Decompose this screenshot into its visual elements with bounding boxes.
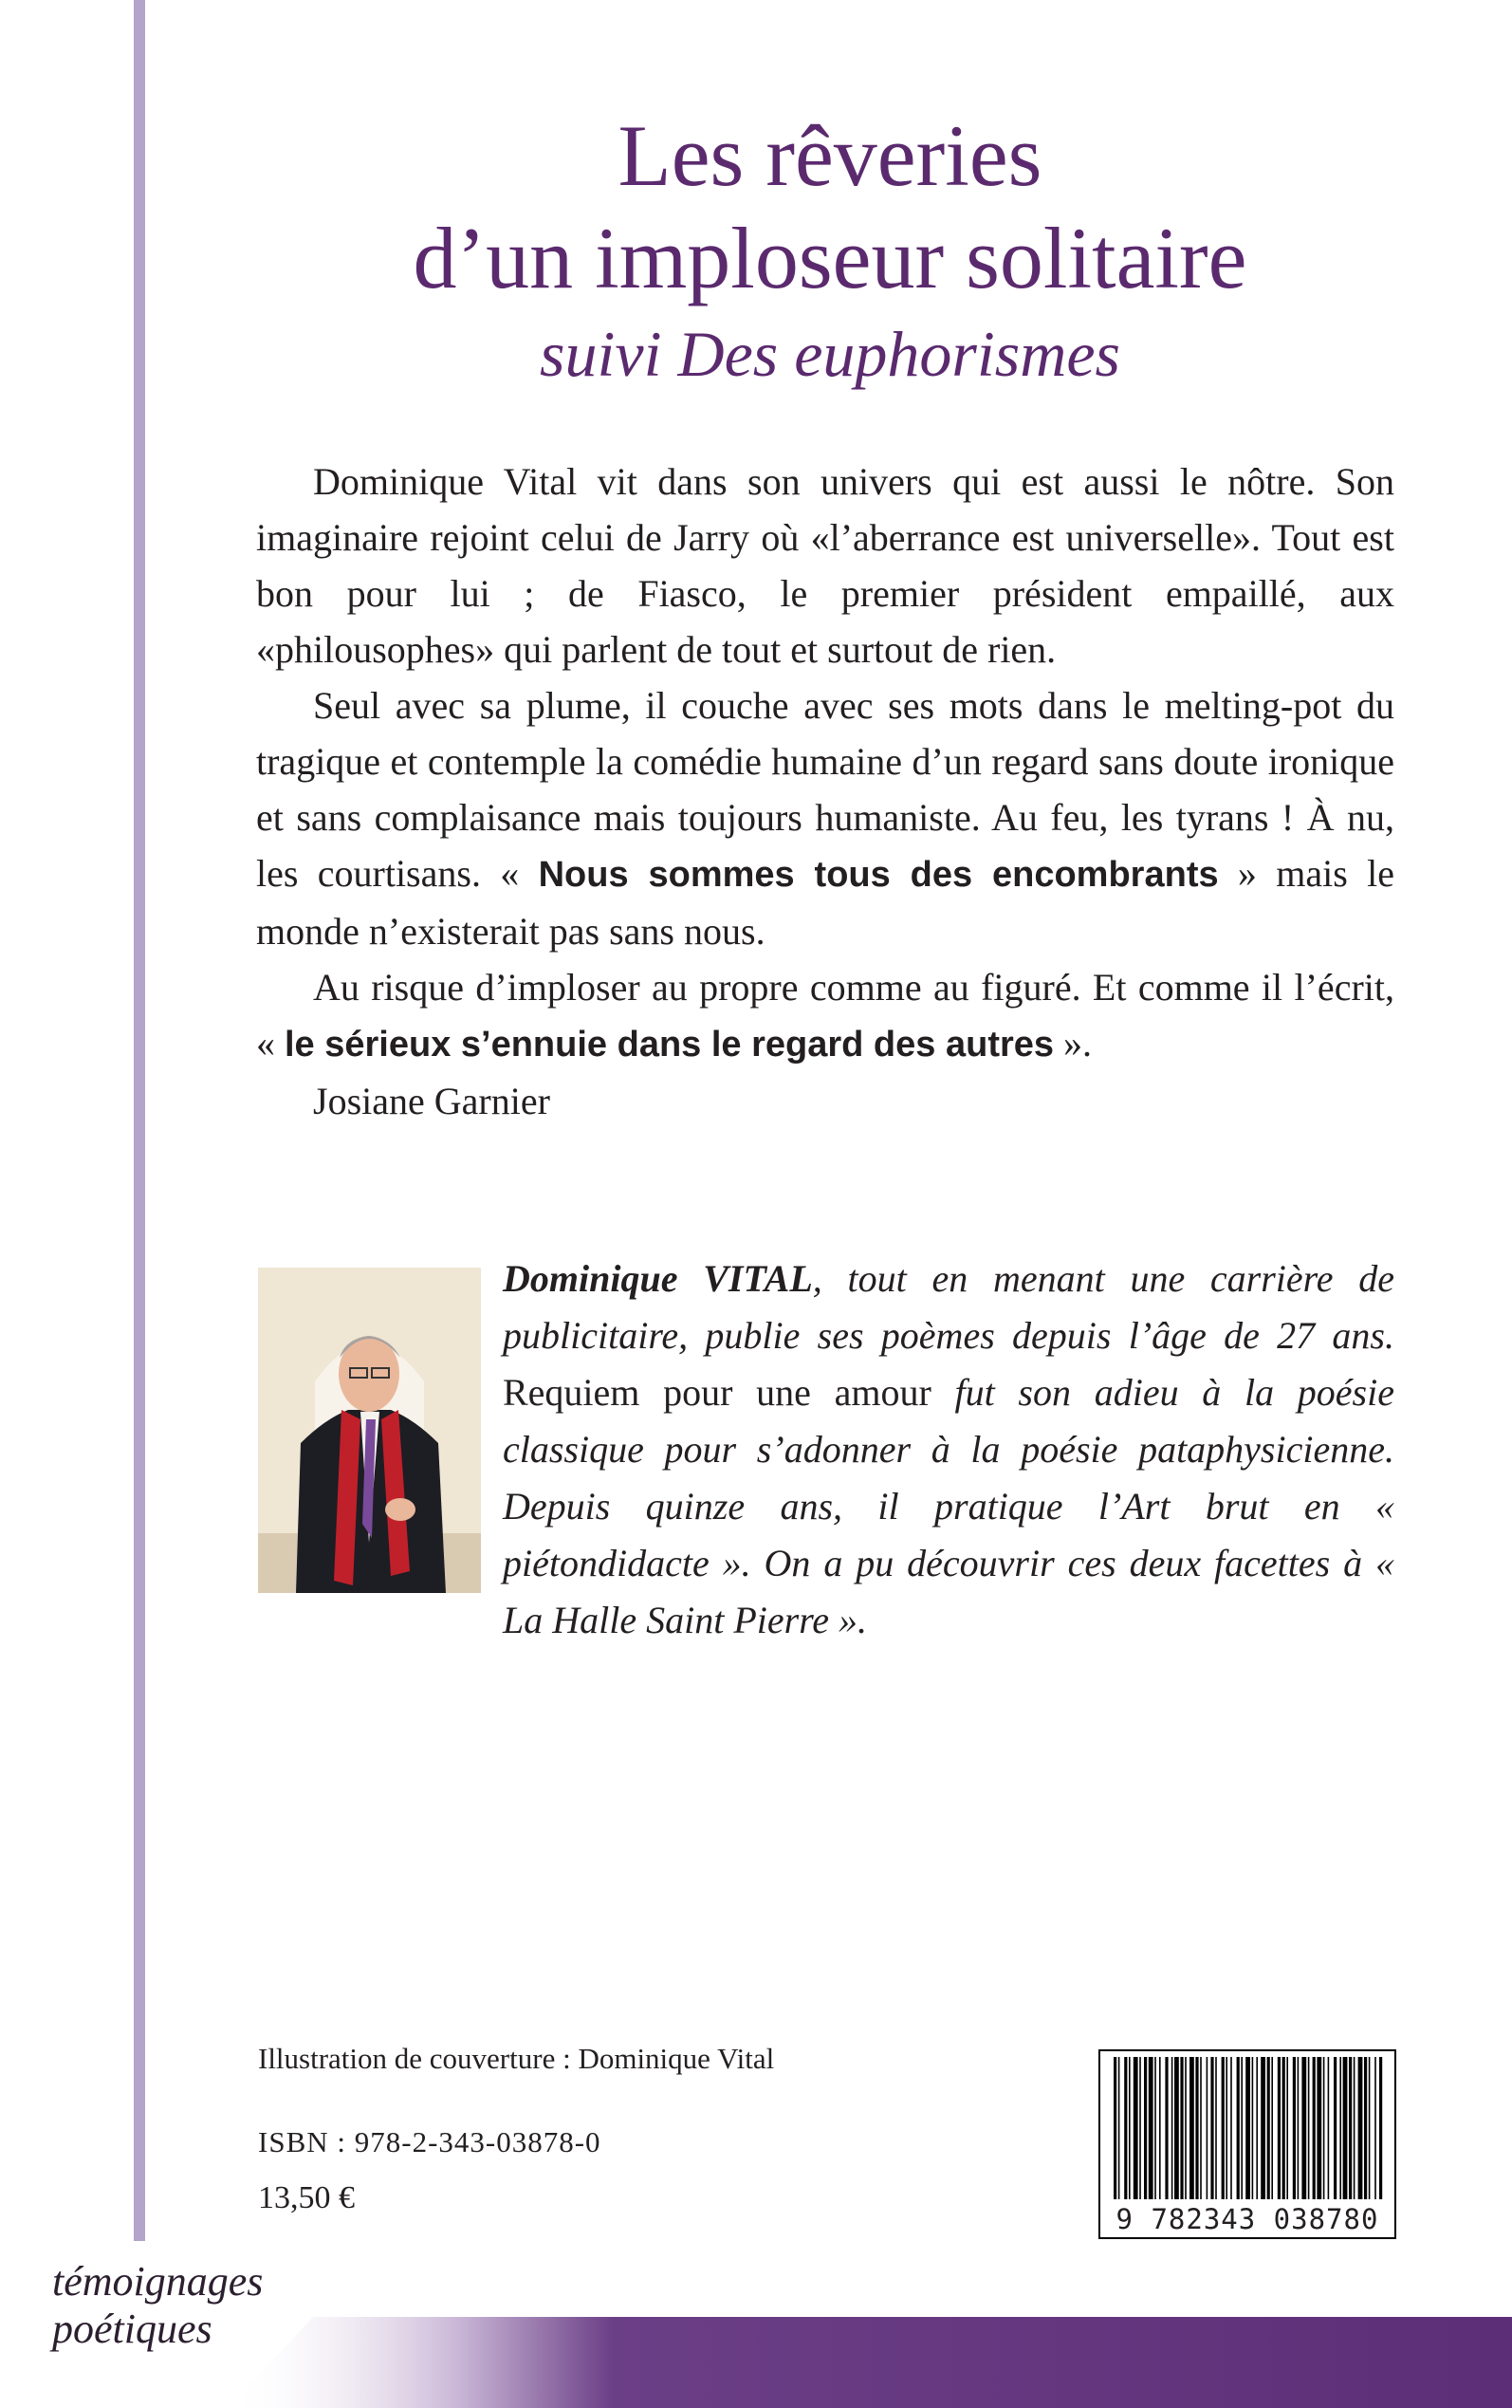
author-bio-text	[503, 1250, 1394, 1649]
book-title-line-1: Les rêveries	[618, 107, 1042, 204]
book-title-line-2: d’un imploseur solitaire	[413, 210, 1247, 306]
barcode-bar	[1144, 2057, 1147, 2199]
barcode-bar	[1171, 2057, 1173, 2199]
barcode-bar	[1207, 2057, 1208, 2199]
barcode-bar	[1139, 2057, 1141, 2199]
barcode-bar	[1237, 2057, 1240, 2199]
barcode-bar	[1278, 2057, 1281, 2199]
barcode-bar	[1241, 2057, 1243, 2199]
barcode-bar	[1180, 2057, 1183, 2199]
blurb-p3-text-b: ».	[1054, 1022, 1093, 1065]
blurb-signature: Josiane Garnier	[313, 1080, 550, 1122]
barcode-bar	[1349, 2057, 1352, 2199]
barcode-bar	[1230, 2057, 1232, 2199]
barcode-bar	[1339, 2057, 1341, 2199]
barcode-bar	[1154, 2057, 1156, 2199]
barcode-bar	[1159, 2057, 1161, 2199]
blurb-p3-text-a: Au risque d’imploser au propre comme au figuré. Et comme il l’écrit, «	[256, 966, 1394, 1065]
author-bio-part-1: , tout en menant une carrière de publicitaire, publie ses poèmes depuis l’âge de 27 ans.	[503, 1257, 1394, 1357]
isbn-number: ISBN : 978-2-343-03878-0	[258, 2125, 601, 2158]
book-subtitle: suivi Des euphorismes	[540, 318, 1120, 390]
blurb-p2-text-b: » mais le monde n’existerait pas sans nous.	[256, 852, 1394, 953]
title-block	[285, 104, 1375, 395]
barcode-bars	[1100, 2051, 1394, 2203]
barcode-bar	[1267, 2057, 1270, 2199]
collection-name-line-2: poétiques	[52, 2306, 212, 2352]
barcode-bar	[1271, 2057, 1273, 2199]
barcode-bar	[1374, 2057, 1376, 2199]
isbn-barcode	[1098, 2049, 1396, 2239]
author-photo	[258, 1268, 481, 1593]
barcode-bar	[1261, 2057, 1265, 2199]
barcode-bar	[1195, 2057, 1198, 2199]
barcode-bar	[1149, 2057, 1153, 2199]
barcode-bar	[1328, 2057, 1330, 2199]
barcode-bar	[1165, 2057, 1168, 2199]
author-bio	[503, 1250, 1394, 1649]
price-label: 13,50 €	[258, 2180, 355, 2215]
barcode-bar	[1313, 2057, 1316, 2199]
blurb-p3-quote: le sérieux s’ennuie dans le regard des autres	[285, 1025, 1055, 1065]
blurb-p2-text-a: Seul avec sa plume, il couche avec ses mots dans le melting-pot du tragique et contemple la comédie humaine d’un regard sans doute ironique et sans complaisance mais toujours humaniste. Au feu, les tyrans ! À nu, les courtisans. «	[256, 684, 1394, 895]
barcode-bar	[1124, 2057, 1127, 2199]
blurb-paragraph-2	[256, 677, 1394, 959]
barcode-bar	[1301, 2057, 1306, 2199]
barcode-digits: 9 782343 038780	[1116, 2203, 1379, 2235]
barcode-bar	[1379, 2057, 1382, 2199]
author-book-title: Requiem pour une amour	[503, 1371, 931, 1414]
left-color-rule	[134, 0, 145, 2241]
barcode-bar	[1189, 2057, 1194, 2199]
barcode-bar	[1358, 2057, 1363, 2199]
collection-logo	[52, 2258, 263, 2353]
barcode-bar	[1118, 2057, 1120, 2199]
author-name: Dominique VITAL	[503, 1257, 813, 1300]
barcode-bar	[1134, 2057, 1138, 2199]
collection-name-line-1: témoignages	[52, 2258, 264, 2305]
barcode-bar	[1282, 2057, 1285, 2199]
barcode-bar	[1334, 2057, 1337, 2199]
blurb-paragraph-3	[256, 959, 1394, 1073]
barcode-bar	[1256, 2057, 1258, 2199]
back-cover-blurb	[256, 454, 1394, 1129]
barcode-bar	[1252, 2057, 1254, 2199]
blurb-paragraph-1: Dominique Vital vit dans son univers qui est aussi le nôtre. Son imaginaire rejoint celui de Jarry où «l’aberrance est universelle». Tout est bon pour lui ; de Fiasco, le premier président empaillé, aux «philousophes» qui parlent de tout et surtout de rien.	[256, 460, 1394, 671]
barcode-bar	[1185, 2057, 1187, 2199]
barcode-bar	[1200, 2057, 1202, 2199]
barcode-bar	[1129, 2057, 1131, 2199]
barcode-bar	[1364, 2057, 1367, 2199]
barcode-bar	[1308, 2057, 1310, 2199]
barcode-bar	[1354, 2057, 1355, 2199]
barcode-bar	[1174, 2057, 1179, 2199]
barcode-bar	[1222, 2057, 1225, 2199]
barcode-bar	[1343, 2057, 1348, 2199]
barcode-bar	[1226, 2057, 1227, 2199]
barcode-bar	[1215, 2057, 1217, 2199]
blurb-p2-quote: Nous sommes tous des encombrants	[538, 855, 1219, 895]
cover-illustration-credit: Illustration de couverture : Dominique Vital	[258, 2042, 775, 2075]
barcode-bar	[1293, 2057, 1296, 2199]
barcode-bar	[1210, 2057, 1213, 2199]
barcode-bar	[1323, 2057, 1325, 2199]
barcode-bar	[1245, 2057, 1250, 2199]
author-bio-part-2: fut son adieu à la poésie classique pour s’adonner à la poésie pataphysicienne. Depuis quinze ans, il pratique l’Art brut en « piétondidacte ». On a pu découvrir ces deux facettes à « La Halle Saint Pierre ».	[503, 1371, 1394, 1641]
barcode-bar	[1114, 2057, 1116, 2199]
barcode-bar	[1317, 2057, 1321, 2199]
barcode-bar	[1298, 2057, 1300, 2199]
barcode-bar	[1369, 2057, 1371, 2199]
barcode-bar	[1286, 2057, 1288, 2199]
